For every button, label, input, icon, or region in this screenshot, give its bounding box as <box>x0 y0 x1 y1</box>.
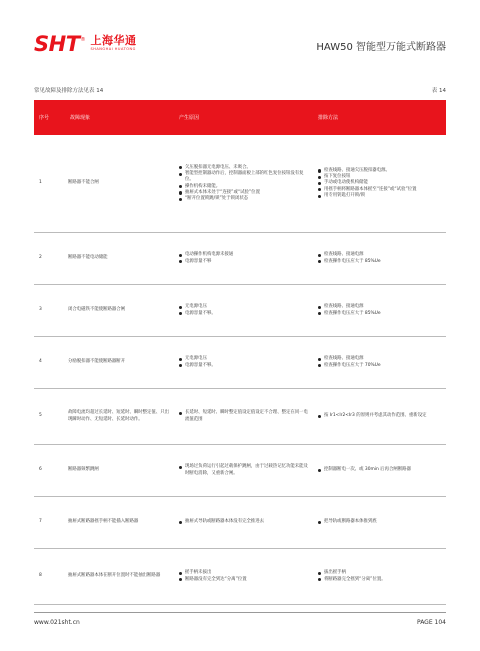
cause-item: 断路器没有完全到达“分离”位置 <box>179 577 310 583</box>
remedy-cell <box>318 356 446 369</box>
cause-cell <box>179 356 318 369</box>
remedy-item: 按 Ir1<Ir2<Ir3 的原则并考虑其动作范围、重新设定 <box>318 413 442 419</box>
remedy-cell <box>318 570 446 583</box>
remedy-cell <box>318 304 446 317</box>
table-row <box>34 445 446 497</box>
document-title: HAW50 智能型万能式断路器 <box>316 42 446 53</box>
remedy-item: 把导轨或断路器本体推到底 <box>318 519 442 525</box>
row-number: 1 <box>39 180 42 186</box>
cause-list <box>179 304 310 317</box>
row-number: 5 <box>39 413 42 419</box>
header-cause: 产生原因 <box>179 115 200 121</box>
footer-url: www.021sht.cn <box>34 619 80 626</box>
header-no: 序号 <box>39 115 50 121</box>
remedy-list <box>318 570 442 583</box>
remedy-item: 检查线路、接通欠压脱扣器电源。 <box>318 168 442 174</box>
cause-item: 电源容量不够。 <box>179 311 310 317</box>
remedy-item: 用专用钥匙打开锁/锁 <box>318 193 442 199</box>
section-title: 常见故障及排除方法见表 14 <box>34 88 104 94</box>
remedy-item: 将断路器完全摇到“分离”位置。 <box>318 577 442 583</box>
cause-item: 长延时、短延时、瞬时整定值设定值设定不合理、整定在同一电流值范围 <box>179 410 310 423</box>
table-row <box>34 389 446 445</box>
registered-mark: ® <box>80 37 86 43</box>
table-number: 表 14 <box>431 88 446 94</box>
remedy-cell <box>318 467 446 473</box>
cause-item: 操作机构未储能。 <box>179 184 310 190</box>
row-number: 2 <box>39 255 42 261</box>
cause-list <box>179 356 310 369</box>
remedy-cell <box>318 413 446 419</box>
cause-cell <box>179 570 318 583</box>
remedy-item: 按下复位按钮 <box>318 174 442 180</box>
cause-item: 无电源电压 <box>179 304 310 310</box>
cause-list <box>179 464 310 477</box>
remedy-item: 检查操作电压应大于 85%Ue <box>318 259 442 265</box>
header-phenomenon: 故障现象 <box>70 115 91 121</box>
fault-phenomenon: 断路器频繁跳闸 <box>68 467 99 473</box>
table-body <box>34 135 446 605</box>
footer-divider <box>34 612 446 613</box>
cause-item: “断开位置锁跳/锁”处于锁闭状态 <box>179 196 310 202</box>
cause-cell <box>179 464 318 477</box>
remedy-list <box>318 413 442 419</box>
remedy-item: 控制器断电一次、或 30min 后再合闸断路器 <box>318 467 442 473</box>
remedy-cell <box>318 519 446 525</box>
cause-list <box>179 252 310 265</box>
logo-name-en: SHANGHAI HUATONG <box>90 47 136 51</box>
remedy-item: 检查线路、接通电源 <box>318 356 442 362</box>
remedy-cell <box>318 168 446 199</box>
remedy-item: 拔出摇手柄 <box>318 570 442 576</box>
table-row <box>34 285 446 337</box>
cause-item: 抽屉式本体未处于“连接”或“试验”位置 <box>179 190 310 196</box>
remedy-list <box>318 304 442 317</box>
row-number: 6 <box>39 467 42 473</box>
page-number: PAGE 104 <box>416 619 446 626</box>
table-row <box>34 135 446 233</box>
header-remedy: 排除方法 <box>318 115 339 121</box>
fault-phenomenon: 断路器不能电动储能 <box>68 255 108 261</box>
row-number: 7 <box>39 519 42 525</box>
remedy-list <box>318 519 442 525</box>
row-number: 3 <box>39 307 42 313</box>
cause-item: 欠压脱扣器无电源电压、未吸合。 <box>179 165 310 171</box>
table-row <box>34 549 446 605</box>
remedy-item: 检查线路、接通电源 <box>318 304 442 310</box>
remedy-item: 检查操作电压应大于 70%Ue <box>318 363 442 369</box>
cause-item: 抽屉式导轨或断路器本体没有完全推进去 <box>179 519 310 525</box>
table-header <box>34 100 446 135</box>
troubleshooting-table <box>34 100 446 605</box>
table-row <box>34 337 446 389</box>
cause-list <box>179 519 310 525</box>
logo-name <box>91 33 137 52</box>
cause-list <box>179 410 310 423</box>
table-row <box>34 497 446 549</box>
row-number: 8 <box>39 573 42 579</box>
cause-item: 智能型控制器动作后，控制器面板上部的红色复位按钮没有复位。 <box>179 171 310 184</box>
remedy-cell <box>318 252 446 265</box>
cause-item: 电源容量不够。 <box>179 363 310 369</box>
fault-phenomenon: 断路器不能合闸 <box>68 180 99 186</box>
fault-phenomenon: 故障电流均超过长延时、短延时、瞬时整定值、只出现瞬时动作、无短延时、长延时动作。 <box>68 410 169 422</box>
cause-item: 现场过负荷运行引起过载保护跳闸，由于过载热记忆功能未能及时断电消除，又重新合闸。 <box>179 464 310 477</box>
remedy-list <box>318 252 442 265</box>
cause-cell <box>179 410 318 423</box>
remedy-list <box>318 168 442 199</box>
cause-cell <box>179 165 318 203</box>
cause-cell <box>179 304 318 317</box>
cause-item: 电源容量不够 <box>179 259 310 265</box>
fault-phenomenon: 抽屉式断路器本体在断开位置时不能抽出断路器 <box>68 573 161 579</box>
cause-cell <box>179 252 318 265</box>
remedy-item: 用摇手柄将断路器本体摇至“连接”或“试验”位置 <box>318 187 442 193</box>
remedy-list <box>318 356 442 369</box>
fault-phenomenon: 闭合电磁铁不能使断路器合闸 <box>68 307 126 313</box>
cause-list <box>179 570 310 583</box>
logo-mark: SHT <box>34 32 80 56</box>
remedy-item: 手动或电动使机构储能 <box>318 180 442 186</box>
fault-phenomenon: 抽屉式断路器摇手柄不能插入断路器 <box>68 519 139 525</box>
logo-name-cn: 上海华通 <box>90 34 137 47</box>
cause-item: 无电源电压 <box>179 356 310 362</box>
cause-item: 电动操作机构电源未接通 <box>179 252 310 258</box>
row-number: 4 <box>39 359 42 365</box>
company-logo <box>34 33 137 55</box>
cause-cell <box>179 519 318 525</box>
remedy-item: 检查线路、接通电源 <box>318 252 442 258</box>
cause-list <box>179 165 310 203</box>
cause-item: 摇手柄未拔出 <box>179 570 310 576</box>
fault-phenomenon: 分励脱扣器不能使断路器断开 <box>68 359 126 365</box>
remedy-list <box>318 467 442 473</box>
table-row <box>34 233 446 285</box>
remedy-item: 检查操作电压应大于 85%Ue <box>318 311 442 317</box>
